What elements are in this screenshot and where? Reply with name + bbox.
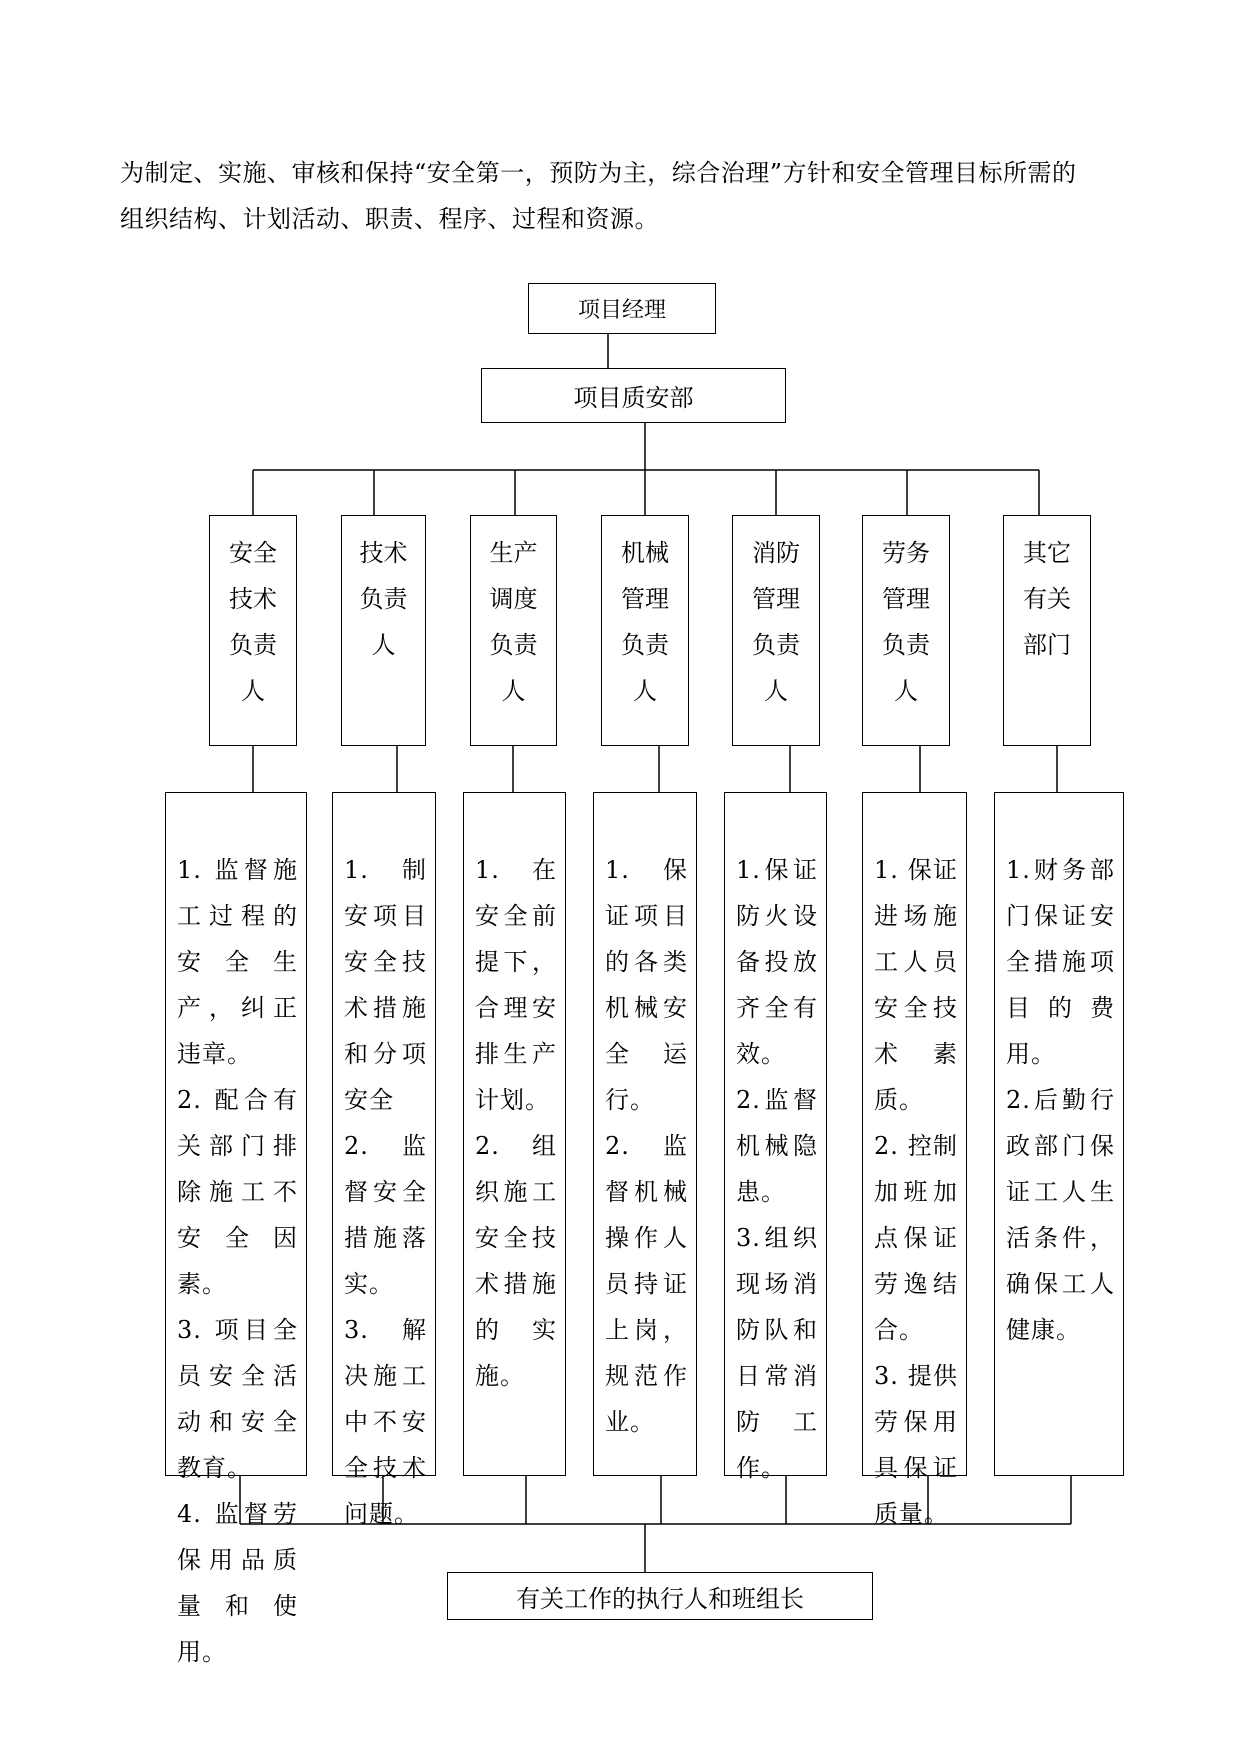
intro-line-2: 组织结构、计划活动、职责、程序、过程和资源。 xyxy=(120,205,659,233)
duty-text: 1. 在安全前提下，合理安排生产计划。 2. 组织施工安全技术措施的实施。 xyxy=(475,856,557,1390)
duty-box-technical xyxy=(332,792,436,1528)
duty-text: 1. 监督施工过程的安全生产，纠正违章。 2. 配合有关部门排除施工不安全因素。 3. 项目全员安全活动和安全教育。 4. 监督劳保用品质量和使用。 xyxy=(177,856,298,1666)
role-box-technical xyxy=(341,515,426,746)
role-box-other-departments xyxy=(1003,515,1091,746)
duty-text: 1. 制安项目安全技术措施和分项安全 2. 监督安全措施落实。 3. 解决施工中不安全技术问题。 xyxy=(344,856,427,1528)
role-box-labor xyxy=(862,515,950,746)
quality-safety-department-label: 项目质安部 xyxy=(573,384,694,412)
role-box-machinery xyxy=(601,515,689,746)
duty-text: 1.保证防火设备投放齐全有效。 2.监督机械隐患。 3.组织现场消防队和日常消防工作。 xyxy=(736,856,818,1482)
project-manager-box xyxy=(528,283,716,334)
executors-team-leaders-label: 有关工作的执行人和班组长 xyxy=(516,1584,804,1613)
role-label: 技术负责人 xyxy=(359,539,408,659)
intro-line-1: 为制定、实施、审核和保持“安全第一，预防为主，综合治理”方针和安全管理目标所需的 xyxy=(120,159,1077,187)
role-box-production xyxy=(470,515,557,746)
duty-box-labor xyxy=(862,792,967,1528)
role-label: 其它有关部门 xyxy=(1023,539,1071,659)
duty-box-machinery xyxy=(593,792,697,1476)
quality-safety-department-box xyxy=(481,368,786,423)
role-label: 生产调度负责人 xyxy=(489,539,538,705)
project-manager-label: 项目经理 xyxy=(577,298,666,323)
duty-box-other-departments xyxy=(994,792,1124,1476)
role-box-fire xyxy=(732,515,820,746)
role-box-safety-tech xyxy=(209,515,297,746)
duty-box-production xyxy=(463,792,566,1476)
duty-text: 1. 保证项目的各类机械安全运行。 2. 监督机械操作人员持证上岗，规范作业。 xyxy=(605,856,688,1436)
duty-box-fire xyxy=(724,792,827,1482)
role-label: 安全技术负责人 xyxy=(229,539,277,705)
role-label: 消防管理负责人 xyxy=(752,539,800,705)
duty-text: 1.财务部门保证安全措施项目的费用。 2.后勤行政部门保证工人生活条件，确保工人健康。 xyxy=(1006,856,1115,1344)
duty-text: 1. 保证进场施工人员安全技术素质。 2. 控制加班加点保证劳逸结合。 3. 提供劳保用具保证质量。 xyxy=(874,856,958,1528)
role-label: 劳务管理负责人 xyxy=(882,539,930,705)
duty-box-safety-tech xyxy=(165,792,307,1666)
role-label: 机械管理负责人 xyxy=(621,539,669,705)
executors-team-leaders-box xyxy=(447,1572,873,1620)
